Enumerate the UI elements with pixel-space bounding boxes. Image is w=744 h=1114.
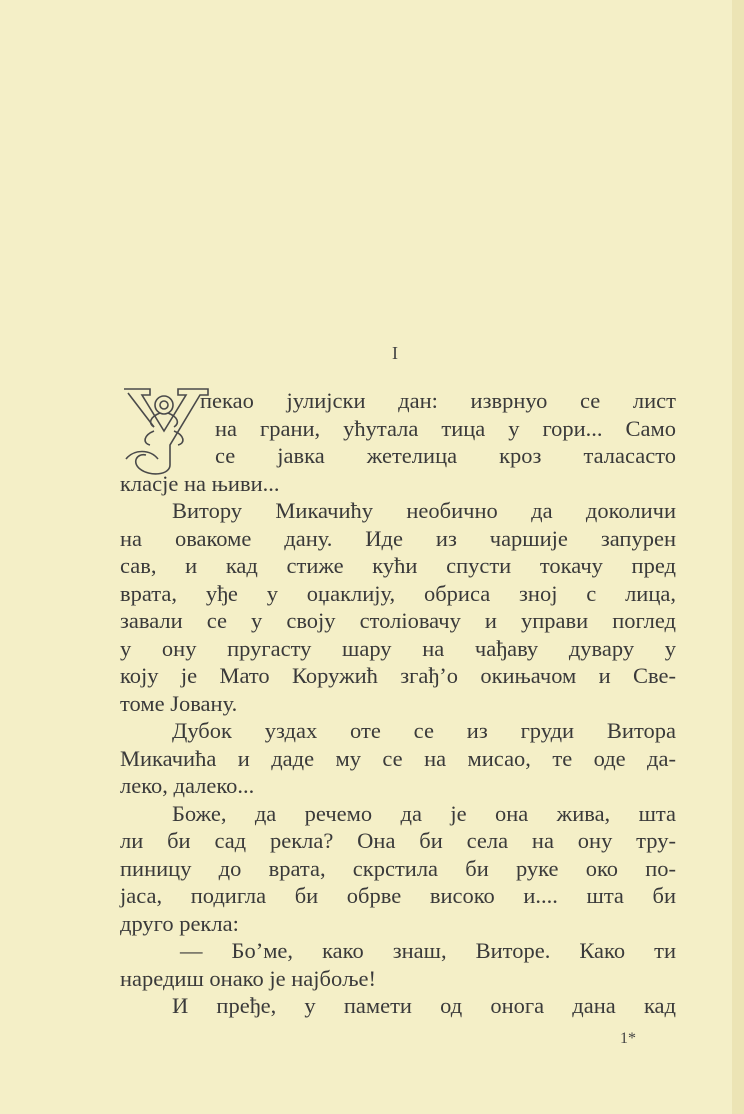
text-line: леко, далеко...	[120, 773, 255, 798]
text-line: Боже, да речемо да је она жива, шта	[172, 800, 676, 826]
text-line: наредиш онако је најбоље!	[120, 965, 377, 991]
text-line: на грани, ућутала тица у гори... Само	[215, 415, 676, 441]
body-text	[120, 387, 676, 1020]
text-line: на овакоме дану. Иде из чаршије запурен	[120, 525, 676, 551]
text-line: ли би сад рекла? Она би села на ону тру-	[120, 828, 676, 853]
page-signature: 1*	[620, 1030, 636, 1047]
page-edge	[732, 0, 744, 1114]
text-line: пиницу до врата, скрстила би руке око по-	[120, 855, 676, 881]
text-line: класје на њиви...	[120, 470, 280, 496]
text-line: Дубок уздах оте се из груди Витора	[172, 718, 676, 743]
text-line: И пређе, у памети од онога дана кад	[172, 993, 676, 1018]
text-line: томе Јовану.	[120, 690, 238, 716]
text-line: Витору Микачићу необично да доколичи	[172, 498, 676, 523]
text-line: у ону пругасту шару на чађаву дувару у	[120, 635, 676, 661]
text-line: Микачића и даде му се на мисао, те оде да-	[120, 745, 676, 771]
dialogue-line: — Бо’ме, како знаш, Виторе. Како ти	[180, 938, 676, 963]
text-line: друго рекла:	[120, 910, 239, 936]
text-line: сав, и кад стиже кући спусти токачу пред	[120, 553, 676, 578]
text-line: се јавка жетелица кроз таласасто	[215, 443, 676, 468]
text-line: пекао јулијски дан: изврнуо се лист	[200, 388, 676, 413]
text-line: завали се у своју століовачу и управи поглед	[120, 608, 676, 633]
text-line: јаса, подигла би обрве високо и.... шта би	[120, 883, 676, 908]
text-line: врата, уђе у оџаклију, обриса зној с лица,	[120, 580, 676, 606]
text-line: коју је Мато Коружић згађ’о окињачом и Све-	[120, 663, 676, 688]
chapter-number: I	[392, 343, 398, 363]
